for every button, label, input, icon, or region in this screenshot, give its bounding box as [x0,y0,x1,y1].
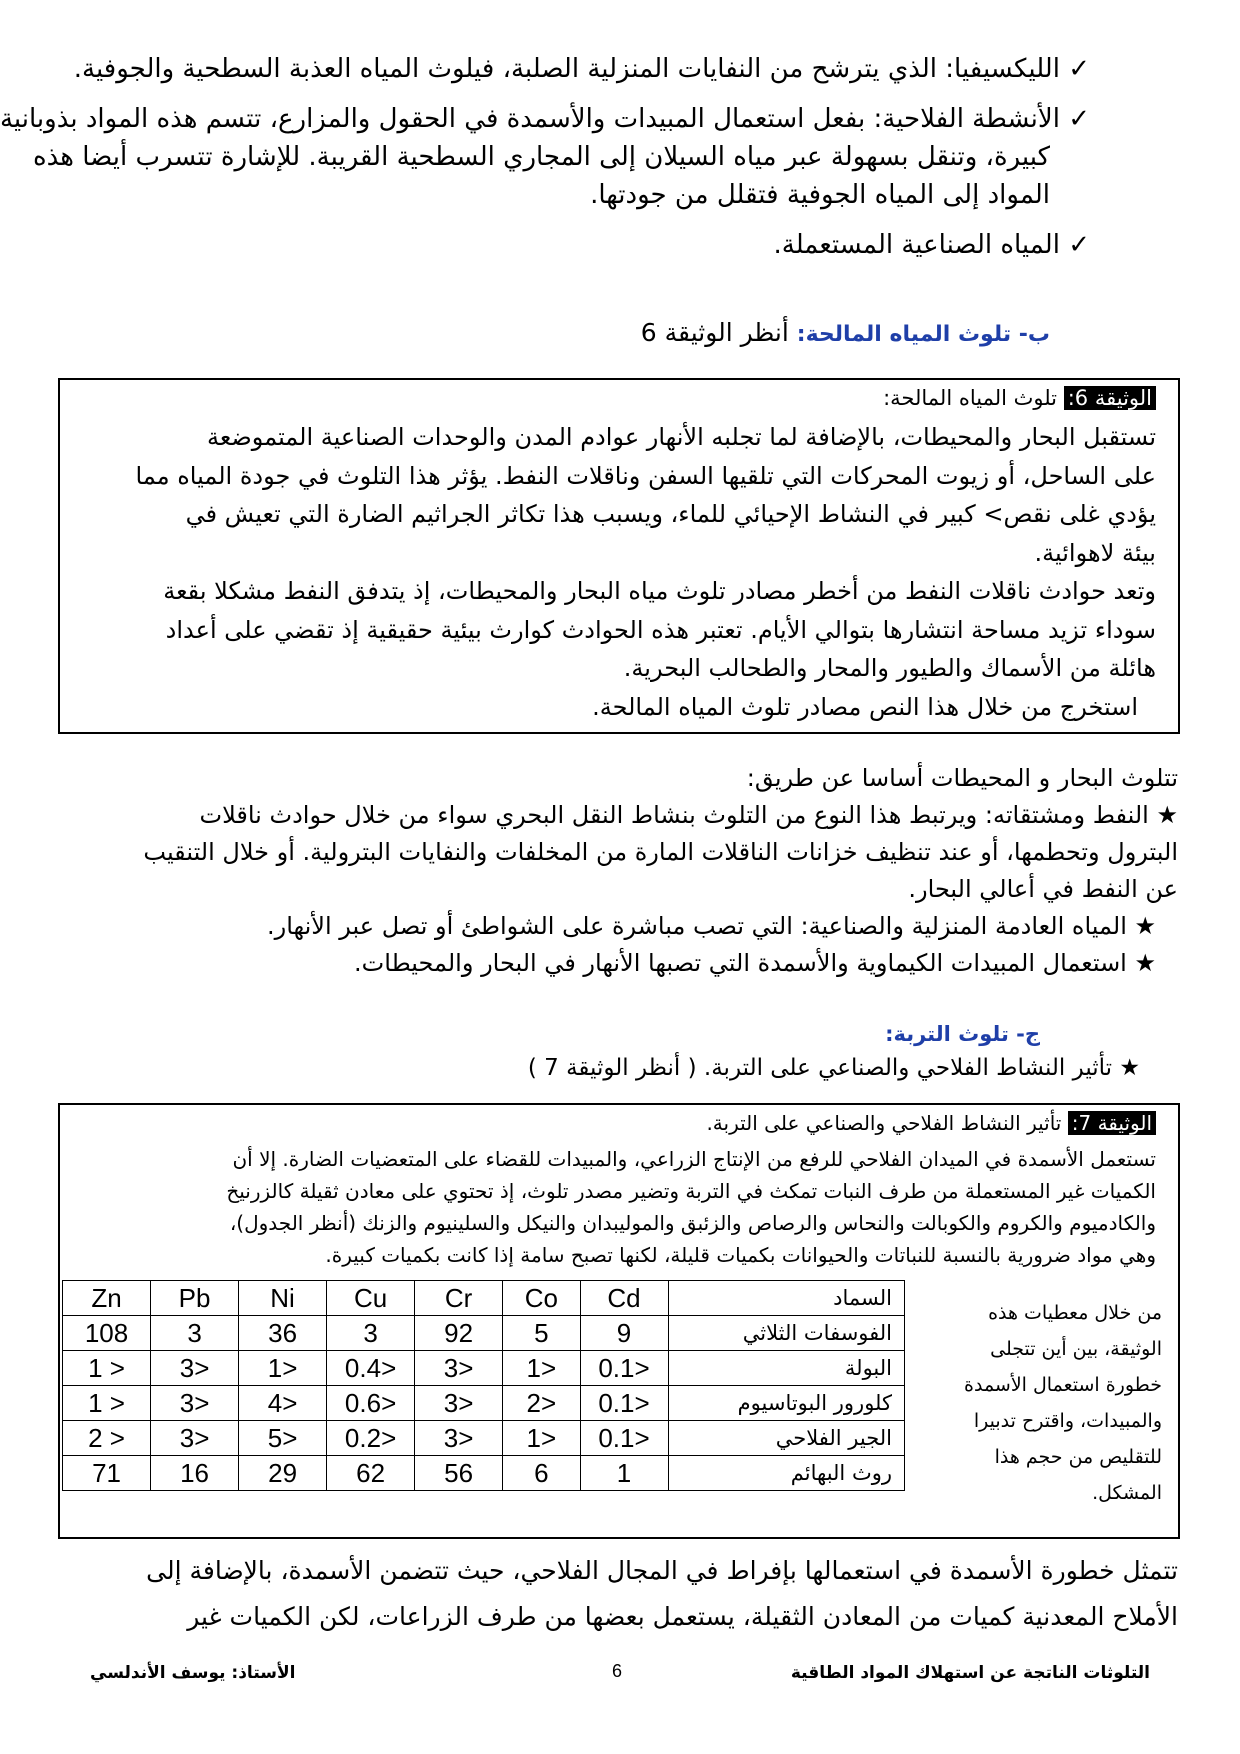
doc7-line: والكادميوم والكروم والكوبالت والنحاس والرصاص والزئبق والموليبدان والنيكل والسلينيوم والزنك (أنظر الجدول)، [229,1211,1156,1235]
cell: 92 [415,1316,503,1351]
question-line: خطورة استعمال الأسمدة [964,1374,1162,1396]
sea-line: ★ المياه العادمة المنزلية والصناعية: التي تصب مباشرة على الشواطئ أو تصل عبر الأنهار. [267,912,1156,940]
sea-line: البترول وتحطمها، أو عند تنظيف خزانات الناقلات المارة من المخلفات والنفايات البترولية. أو خلال التنقيب [143,838,1178,866]
doc6-question: استخرج من خلال هذا النص مصادر تلوث المياه المالحة. [592,692,1138,721]
table-row [63,1351,905,1386]
header-pb: Pb [151,1281,239,1316]
table-row [63,1386,905,1421]
cell: <3 [151,1351,239,1386]
table-row [63,1456,905,1491]
doc6-line: على الساحل، أو زيوت المحركات التي تلقيها السفن وناقلات النفط. يؤثر هذا التلوث في جودة المياه مما [135,461,1156,490]
cell: 16 [151,1456,239,1491]
footer-page-number: 6 [612,1661,623,1681]
cell: <1 [503,1421,580,1456]
table-row [63,1421,905,1456]
bullet-agriculture: ✓ الأنشطة الفلاحية: بفعل استعمال المبيدات والأسمدة في الحقول والمزارع، تتسم هذه المواد بذوبانية [0,104,1090,134]
question-line: من خلال معطيات هذه [988,1302,1162,1324]
section-c-bullet: ★ تأثير النشاط الفلاحي والصناعي على التربة. ( أنظر الوثيقة 7 ) [527,1055,1140,1081]
doc7-question [942,1295,1162,1511]
cell: <0.1 [580,1351,668,1386]
doc6-line: تستقبل البحار والمحيطات، بالإضافة لما تجلبه الأنهار عوادم المدن والوحدات الصناعية المتموضعة [206,423,1156,451]
cell: 9 [580,1316,668,1351]
footer-lesson-title: التلوثات الناتجة عن استهلاك المواد الطاقية [790,1663,1150,1683]
cell: <0.1 [580,1386,668,1421]
cell: <2 [503,1386,580,1421]
section-b-prefix: ب- تلوث المياه المالحة: [796,322,1050,347]
cell: 108 [63,1316,151,1351]
cell: <1 [503,1351,580,1386]
document-6-box [58,378,1180,734]
header-fertilizer: السماد [668,1281,904,1316]
header-co: Co [503,1281,580,1316]
header-ni: Ni [239,1281,327,1316]
table-header-row [63,1281,905,1316]
table-row-empty [63,1491,905,1526]
cell: < 1 [63,1386,151,1421]
document-6-text [74,418,1156,726]
cell: الفوسفات الثلاثي [668,1316,904,1351]
cell: الجير الفلاحي [668,1421,904,1456]
cell: 56 [415,1456,503,1491]
doc7-line: وهي مواد ضرورية بالنسبة للنباتات والحيوانات بكميات قليلة، لكنها تصبح سامة إذا كانت بكميات كبيرة. [325,1243,1156,1267]
top-bullets [0,50,1090,264]
question-line: المشكل. [1092,1482,1162,1504]
heavy-metals-table [62,1280,905,1525]
sea-line: ★ استعمال المبيدات الكيماوية والأسمدة التي تصبها الأنهار في البحار والمحيطات. [354,949,1156,977]
cell: 3 [151,1316,239,1351]
question-line: للتقليص من حجم هذا [994,1446,1162,1468]
document-7-label: الوثيقة 7: [1068,1111,1156,1135]
cell: 5 [503,1316,580,1351]
cell: البولة [668,1351,904,1386]
document-7-text [80,1143,1156,1271]
question-line: الوثيقة، بين أين تتجلى [990,1338,1162,1360]
cell: < 2 [63,1421,151,1456]
doc7-line: الكميات غير المستعملة من طرف النبات تمكث في التربة وتضير مصدر تلوث، إذ تحتوي على معادن ثقيلة كالزرنيخ [226,1179,1156,1203]
document-7-box [58,1103,1180,1539]
cell: <5 [239,1421,327,1456]
cell: كلورور البوتاسيوم [668,1386,904,1421]
header-cu: Cu [327,1281,415,1316]
conclusion [60,1548,1178,1640]
cell: < 1 [63,1351,151,1386]
bullet-agriculture-cont1: كبيرة، وتنقل بسهولة عبر مياه السيلان إلى المجاري السطحية القريبة. للإشارة تتسرب أيضا هذه [33,142,1050,172]
doc6-line: بيئة لاهوائية. [1034,538,1156,567]
cell: 29 [239,1456,327,1491]
section-c-heading: ج- تلوث التربة: [885,1022,1040,1046]
sea-pollution [60,760,1178,982]
doc7-line: تستعمل الأسمدة في الميدان الفلاحي للرفع من الإنتاج الزراعي، والمبيدات للقضاء على المتعضيات الضارة. إلا أن [232,1147,1156,1171]
cell: <3 [415,1351,503,1386]
cell: <3 [151,1386,239,1421]
cell: 3 [327,1316,415,1351]
sea-pollution-intro: تتلوث البحار و المحيطات أساسا عن طريق: [746,764,1178,792]
cell: <3 [415,1386,503,1421]
cell: <3 [415,1421,503,1456]
cell: 6 [503,1456,580,1491]
footer-teacher: الأستاذ: يوسف الأندلسي [90,1663,296,1683]
document-6-title: تلوث المياه المالحة: [883,386,1064,410]
doc6-line: هائلة من الأسماك والطيور والمحار والطحالب البحرية. [623,654,1156,682]
document-6-label: الوثيقة 6: [1064,386,1156,410]
header-cr: Cr [415,1281,503,1316]
cell: <0.6 [327,1386,415,1421]
bullet-agriculture-cont2: المواد إلى المياه الجوفية فتقلل من جودتها. [590,180,1050,210]
doc6-line: سوداء تزيد مساحة انتشارها بتوالي الأيام. تعتبر هذه الحوادث كوارث بيئية حقيقية إذ تقضي على أعداد [165,615,1156,644]
cell: <3 [151,1421,239,1456]
cell: <0.1 [580,1421,668,1456]
conclusion-line: الأملاح المعدنية كميات من المعادن الثقيلة، يستعمل بعضها من طرف الزراعات، لكن الكميات غير [187,1602,1178,1631]
bullet-industrial-water: ✓ المياه الصناعية المستعملة. [773,230,1090,260]
doc6-line: يؤدي غلى نقص> كبير في النشاط الإحيائي للماء، ويسبب هذا تكاثر الجراثيم الضارة التي تعيش في [185,500,1156,528]
section-b-text: أنظر الوثيقة 6 [640,318,797,347]
sea-line: ★ النفط ومشتقاته: ويرتبط هذا النوع من التلوث بنشاط النقل البحري سواء من خلال حوادث ناقلات [199,801,1178,829]
table-row [63,1316,905,1351]
question-line: والمبيدات، واقترح تدبيرا [973,1410,1162,1432]
cell: <0.4 [327,1351,415,1386]
header-zn: Zn [63,1281,151,1316]
cell: <1 [239,1351,327,1386]
cell: <0.2 [327,1421,415,1456]
sea-line: عن النفط في أعالي البحار. [908,875,1178,903]
bullet-leachate: ✓ الليكسيفيا: الذي يترشح من النفايات المنزلية الصلبة، فيلوث المياه العذبة السطحية والجوفية. [73,54,1090,84]
conclusion-line: تتمثل خطورة الأسمدة في استعمالها بإفراط في المجال الفلاحي، حيث تتضمن الأسمدة، بالإضافة إلى [146,1556,1178,1585]
document-7-title: تأثير النشاط الفلاحي والصناعي على التربة. [706,1111,1068,1135]
header-cd: Cd [580,1281,668,1316]
cell: 1 [580,1456,668,1491]
cell: <4 [239,1386,327,1421]
section-b-heading [641,318,1050,347]
cell: روث البهائم [668,1456,904,1491]
cell: 62 [327,1456,415,1491]
cell: 36 [239,1316,327,1351]
cell: 71 [63,1456,151,1491]
doc6-line: وتعد حوادث ناقلات النفط من أخطر مصادر تلوث مياه البحار والمحيطات، إذ يتدفق النفط مشكلا بقعة [163,577,1156,605]
